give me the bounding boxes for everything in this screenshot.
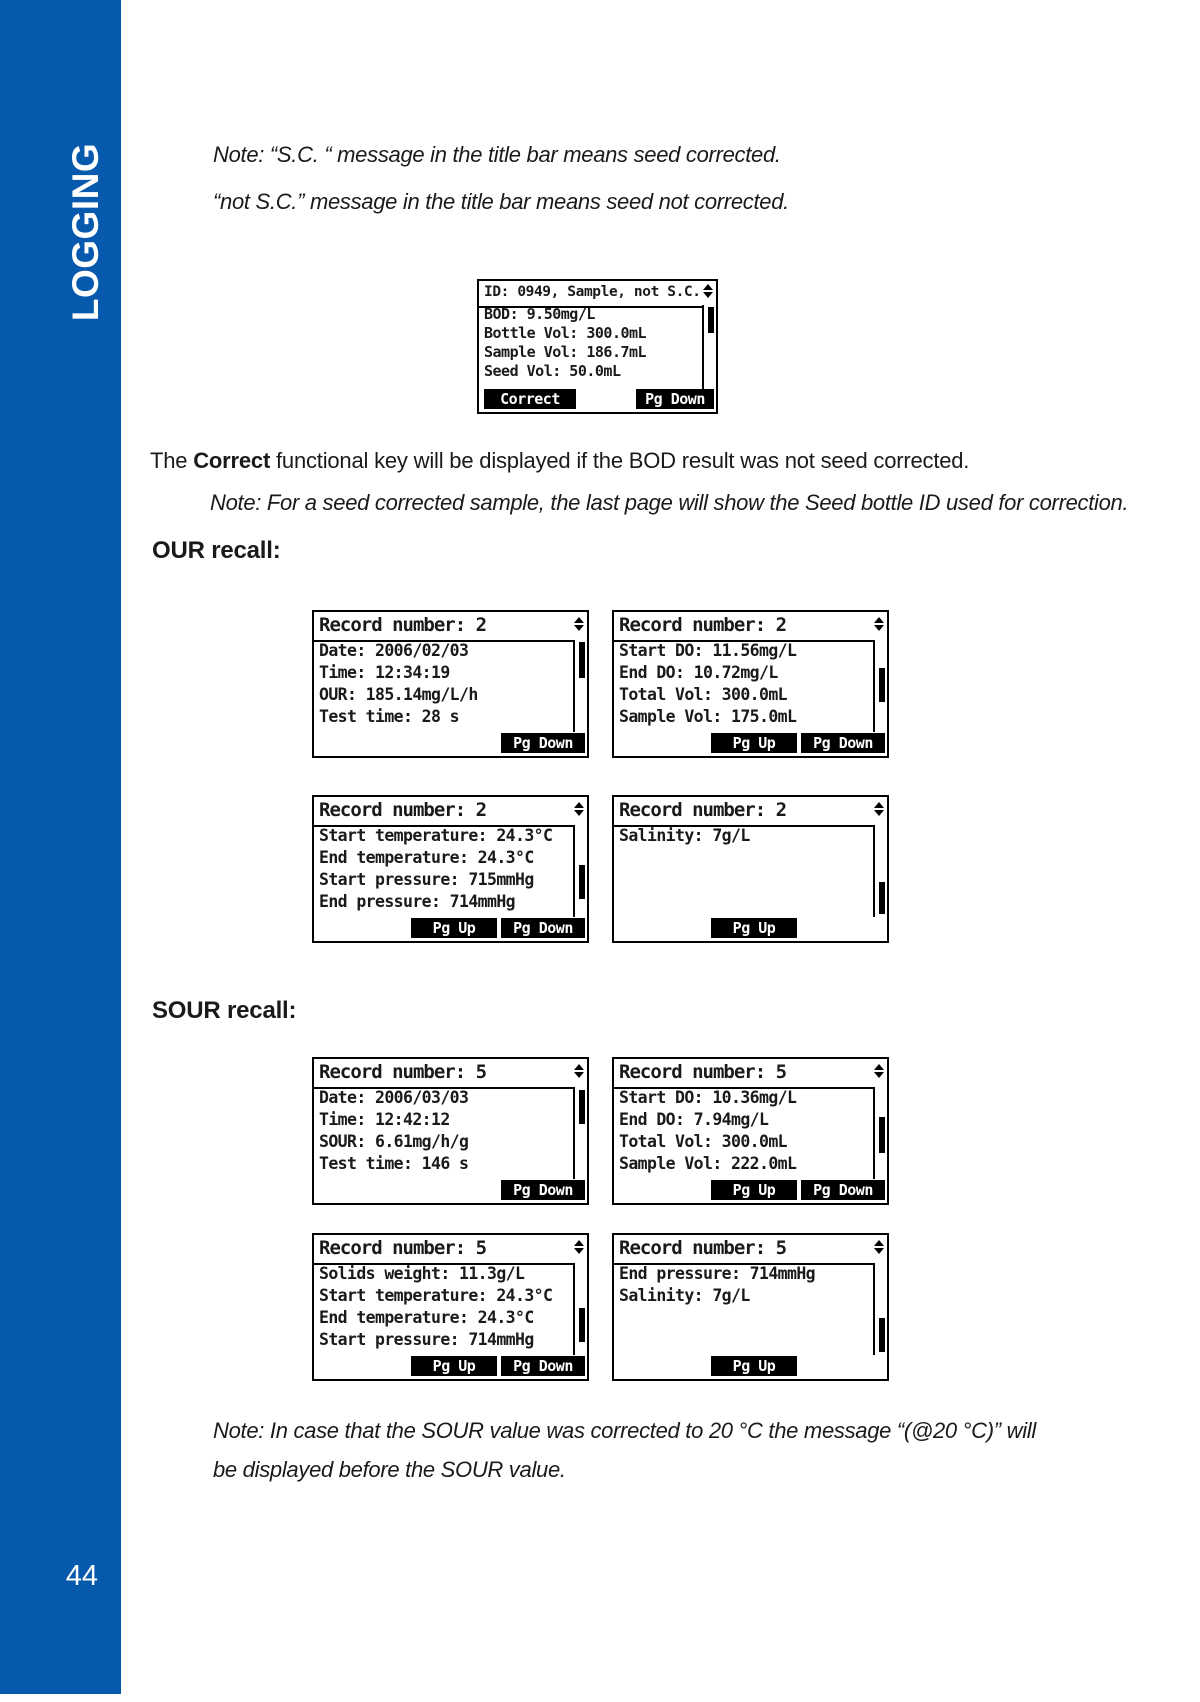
lcd-title-bar [314,1235,587,1265]
scrollbar [873,1087,887,1179]
lcd-line: Seed Vol: 50.0mL [484,362,621,380]
lcd-title-text: Record number: 5 [619,1061,787,1083]
lcd-title-text: Record number: 5 [619,1237,787,1259]
lcd-line: Time: 12:42:12 [319,1110,450,1129]
lcd-screen-sour-page2 [612,1057,889,1205]
lcd-screen-sour-page4 [612,1233,889,1381]
pg-down-softkey: Pg Down [501,918,585,938]
scrollbar [573,1263,587,1355]
lcd-line: Start DO: 11.56mg/L [619,641,797,660]
lcd-screen-our-page2 [612,610,889,758]
lcd-line: Total Vol: 300.0mL [619,1132,788,1151]
lcd-line: Test time: 146 s [319,1154,469,1173]
lcd-line: Solids weight: 11.3g/L [319,1264,525,1283]
note-sour-corrected [213,1418,1036,1496]
scroll-arrows-icon [703,284,713,298]
scrollbar [873,825,887,917]
correct-softkey: Correct [484,389,576,409]
paragraph-text: The [150,448,194,473]
lcd-line: Date: 2006/03/03 [319,1088,469,1107]
scrollbar [873,1263,887,1355]
lcd-line: Start temperature: 24.3°C [319,826,553,845]
lcd-title-text: Record number: 2 [619,614,787,636]
scroll-arrows-icon [574,802,584,816]
lcd-title-text: ID: 0949, Sample, not S.C. [484,284,701,300]
page-number: 44 [65,1560,98,1592]
lcd-title-text: Record number: 5 [319,1237,487,1259]
pg-up-softkey: Pg Up [711,918,797,938]
lcd-line: Start pressure: 714mmHg [319,1330,534,1349]
scroll-arrows-icon [574,1240,584,1254]
paragraph-text: functional key will be displayed if the BOD result was not seed corrected. [270,448,970,473]
lcd-line: Sample Vol: 222.0mL [619,1154,797,1173]
chapter-label: LOGGING [65,142,106,322]
scroll-arrows-icon [874,802,884,816]
pg-up-softkey: Pg Up [711,1180,797,1200]
scroll-arrows-icon [874,617,884,631]
pg-up-softkey: Pg Up [411,918,497,938]
lcd-line: Salinity: 7g/L [619,826,750,845]
lcd-line: Total Vol: 300.0mL [619,685,788,704]
sour-recall-heading: SOUR recall: [152,997,297,1024]
lcd-line: End DO: 7.94mg/L [619,1110,769,1129]
scrollbar [702,305,716,390]
lcd-title-bar [479,281,716,308]
body-paragraph [150,448,969,474]
our-recall-heading: OUR recall: [152,537,281,564]
scrollbar [573,1087,587,1179]
lcd-title-bar [614,1235,887,1265]
lcd-line: End DO: 10.72mg/L [619,663,778,682]
lcd-title-bar [314,797,587,827]
lcd-screen-our-page4 [612,795,889,943]
pg-up-softkey: Pg Up [411,1356,497,1376]
lcd-line: Start pressure: 715mmHg [319,870,534,889]
lcd-title-text: Record number: 2 [319,799,487,821]
note-line: Note: In case that the SOUR value was corrected to 20 °C the message “(@20 °C)” will [213,1418,1036,1443]
lcd-title-text: Record number: 2 [319,614,487,636]
lcd-line: Time: 12:34:19 [319,663,450,682]
scroll-arrows-icon [874,1240,884,1254]
pg-down-softkey: Pg Down [636,389,714,409]
lcd-screen-sour-page3 [312,1233,589,1381]
lcd-screen-our-page3 [312,795,589,943]
pg-down-softkey: Pg Down [501,733,585,753]
lcd-line: Salinity: 7g/L [619,1286,750,1305]
note-line: Note: For a seed corrected sample, the last page will show the Seed bottle ID used for correction. [210,490,1129,515]
lcd-line: End temperature: 24.3°C [319,1308,534,1327]
lcd-line: Start DO: 10.36mg/L [619,1088,797,1107]
pg-down-softkey: Pg Down [501,1356,585,1376]
lcd-line: Bottle Vol: 300.0mL [484,324,647,342]
note-line: Note: “S.C. “ message in the title bar means seed corrected. [213,142,781,167]
note-line: be displayed before the SOUR value. [213,1457,566,1482]
lcd-line: End pressure: 714mmHg [319,892,516,911]
lcd-line: OUR: 185.14mg/L/h [319,685,478,704]
lcd-title-bar [614,612,887,642]
lcd-line: End pressure: 714mmHg [619,1264,816,1283]
note-seed-corrected-sample [210,490,1128,537]
scroll-arrows-icon [574,1064,584,1078]
lcd-line: SOUR: 6.61mg/h/g [319,1132,469,1151]
scrollbar [573,640,587,732]
note-line: “not S.C.” message in the title bar means seed not corrected. [213,189,789,214]
lcd-title-bar [314,612,587,642]
pg-up-softkey: Pg Up [711,733,797,753]
scroll-arrows-icon [574,617,584,631]
lcd-title-text: Record number: 5 [319,1061,487,1083]
lcd-line: Sample Vol: 186.7mL [484,343,647,361]
pg-down-softkey: Pg Down [801,1180,885,1200]
scroll-arrows-icon [874,1064,884,1078]
pg-up-softkey: Pg Up [711,1356,797,1376]
lcd-line: Start temperature: 24.3°C [319,1286,553,1305]
lcd-title-bar [614,1059,887,1089]
lcd-title-bar [314,1059,587,1089]
scrollbar [573,825,587,917]
pg-down-softkey: Pg Down [801,733,885,753]
lcd-screen-sour-page1 [312,1057,589,1205]
note-seed-corrected-messages [213,142,789,236]
lcd-line: BOD: 9.50mg/L [484,305,595,323]
lcd-line: Date: 2006/02/03 [319,641,469,660]
pg-down-softkey: Pg Down [501,1180,585,1200]
lcd-line: End temperature: 24.3°C [319,848,534,867]
lcd-title-text: Record number: 2 [619,799,787,821]
lcd-title-bar [614,797,887,827]
lcd-screen-our-page1 [312,610,589,758]
lcd-screen-bod-result [477,279,718,414]
scrollbar [873,640,887,732]
sidebar [0,0,121,1694]
lcd-line: Test time: 28 s [319,707,460,726]
lcd-line: Sample Vol: 175.0mL [619,707,797,726]
paragraph-bold-correct: Correct [193,448,271,473]
